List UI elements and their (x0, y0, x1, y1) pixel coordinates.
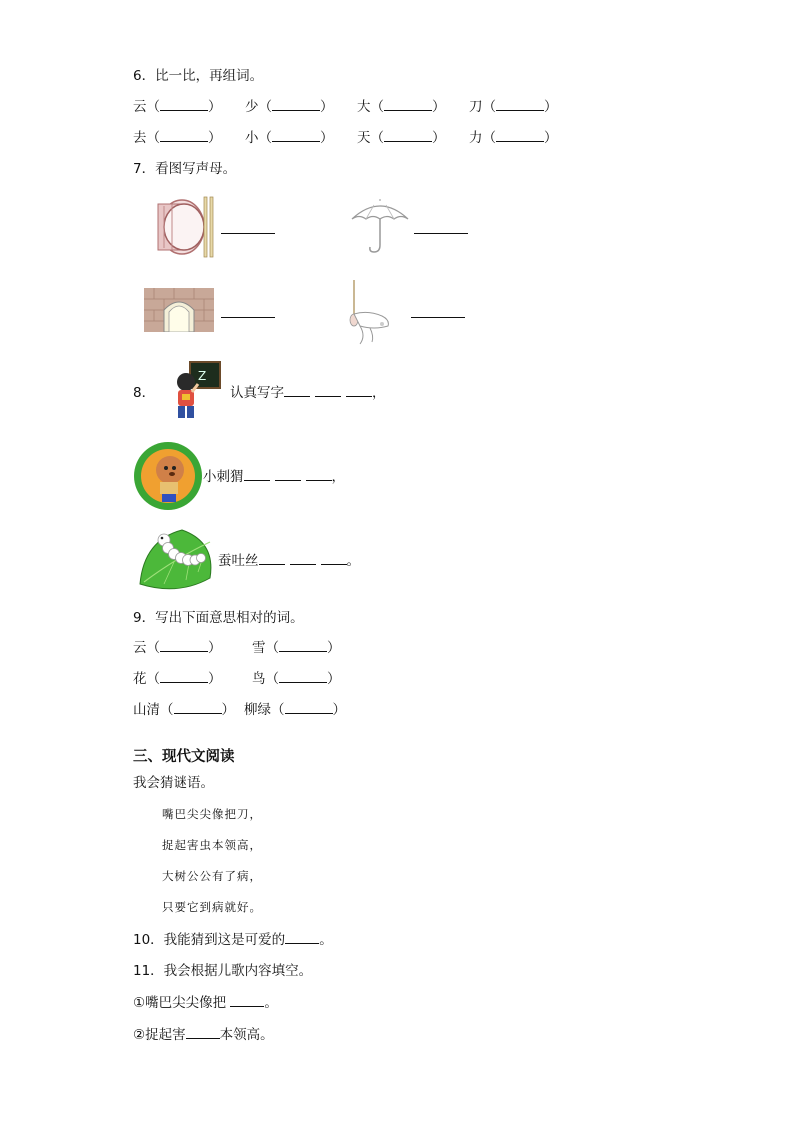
silkworm-picture (134, 522, 218, 594)
q9-item: 柳绿（ ） (244, 702, 346, 718)
q11-item1: ①嘴巴尖尖像把 。 (133, 995, 278, 1011)
answer-blank[interactable] (285, 931, 319, 944)
answer-line[interactable] (221, 233, 275, 234)
answer-blank[interactable] (259, 552, 285, 565)
answer-blank[interactable] (496, 129, 544, 142)
riddle-line: 只要它到病就好。 (162, 900, 262, 914)
q8-line1: 认真写字 ， (230, 385, 386, 401)
q9-item: 鸟（ ） (252, 671, 341, 687)
tunnel-picture (144, 288, 214, 332)
answer-blank[interactable] (384, 98, 432, 111)
answer-blank[interactable] (272, 98, 320, 111)
answer-blank[interactable] (160, 639, 208, 652)
q6-item: 天（ ） (357, 130, 446, 146)
answer-blank[interactable] (174, 701, 222, 714)
child-at-blackboard-picture (168, 360, 224, 422)
q8-number: 8． (133, 385, 156, 401)
q7-title: 7．看图写声母。 (133, 161, 237, 177)
q6-item: 力（ ） (469, 130, 558, 146)
hanging-figure-picture (338, 280, 404, 348)
answer-blank[interactable] (272, 129, 320, 142)
q8-line2: 小刺猬 ， (203, 469, 345, 485)
umbrella-picture (348, 197, 412, 257)
q11-title: 11．我会根据儿歌内容填空。 (133, 963, 313, 979)
riddle-line: 大树公公有了病， (162, 869, 262, 883)
answer-blank[interactable] (160, 98, 208, 111)
answer-blank[interactable] (160, 129, 208, 142)
answer-blank[interactable] (230, 994, 264, 1007)
section-intro: 我会猜谜语。 (133, 775, 214, 791)
q9-item: 云（ ） (133, 640, 222, 656)
q9-item: 雪（ ） (252, 640, 341, 656)
q6-item: 少（ ） (245, 99, 334, 115)
answer-blank[interactable] (321, 552, 347, 565)
answer-line[interactable] (411, 317, 465, 318)
answer-blank[interactable] (244, 468, 270, 481)
q6-item: 小（ ） (245, 130, 334, 146)
answer-line[interactable] (414, 233, 468, 234)
q6-title: 6．比一比，再组词。 (133, 68, 264, 84)
q6-item: 大（ ） (357, 99, 446, 115)
answer-blank[interactable] (279, 670, 327, 683)
answer-blank[interactable] (285, 701, 333, 714)
q10-line: 10．我能猜到这是可爱的 。 (133, 932, 333, 948)
q6-item: 去（ ） (133, 130, 222, 146)
section-heading: 三、现代文阅读 (133, 749, 235, 765)
drum-picture (152, 192, 222, 262)
riddle-line: 捉起害虫本领高， (162, 838, 262, 852)
answer-blank[interactable] (290, 552, 316, 565)
riddle-line: 嘴巴尖尖像把刀， (162, 807, 262, 821)
answer-blank[interactable] (284, 384, 310, 397)
answer-blank[interactable] (346, 384, 372, 397)
answer-blank[interactable] (186, 1026, 220, 1039)
svg-text:Z: Z (198, 369, 207, 383)
q9-item: 山清（ ） (133, 702, 235, 718)
answer-blank[interactable] (496, 98, 544, 111)
answer-blank[interactable] (306, 468, 332, 481)
answer-blank[interactable] (384, 129, 432, 142)
answer-blank[interactable] (315, 384, 341, 397)
answer-blank[interactable] (279, 639, 327, 652)
answer-line[interactable] (221, 317, 275, 318)
q9-item: 花（ ） (133, 671, 222, 687)
q9-title: 9．写出下面意思相对的词。 (133, 610, 304, 626)
hedgehog-picture (132, 440, 204, 512)
q8-line3: 蚕吐丝 。 (218, 553, 360, 569)
answer-blank[interactable] (275, 468, 301, 481)
q11-item2: ②捉起害 本领高。 (133, 1027, 274, 1043)
answer-blank[interactable] (160, 670, 208, 683)
q6-item: 云（ ） (133, 99, 222, 115)
q6-item: 刀（ ） (469, 99, 558, 115)
